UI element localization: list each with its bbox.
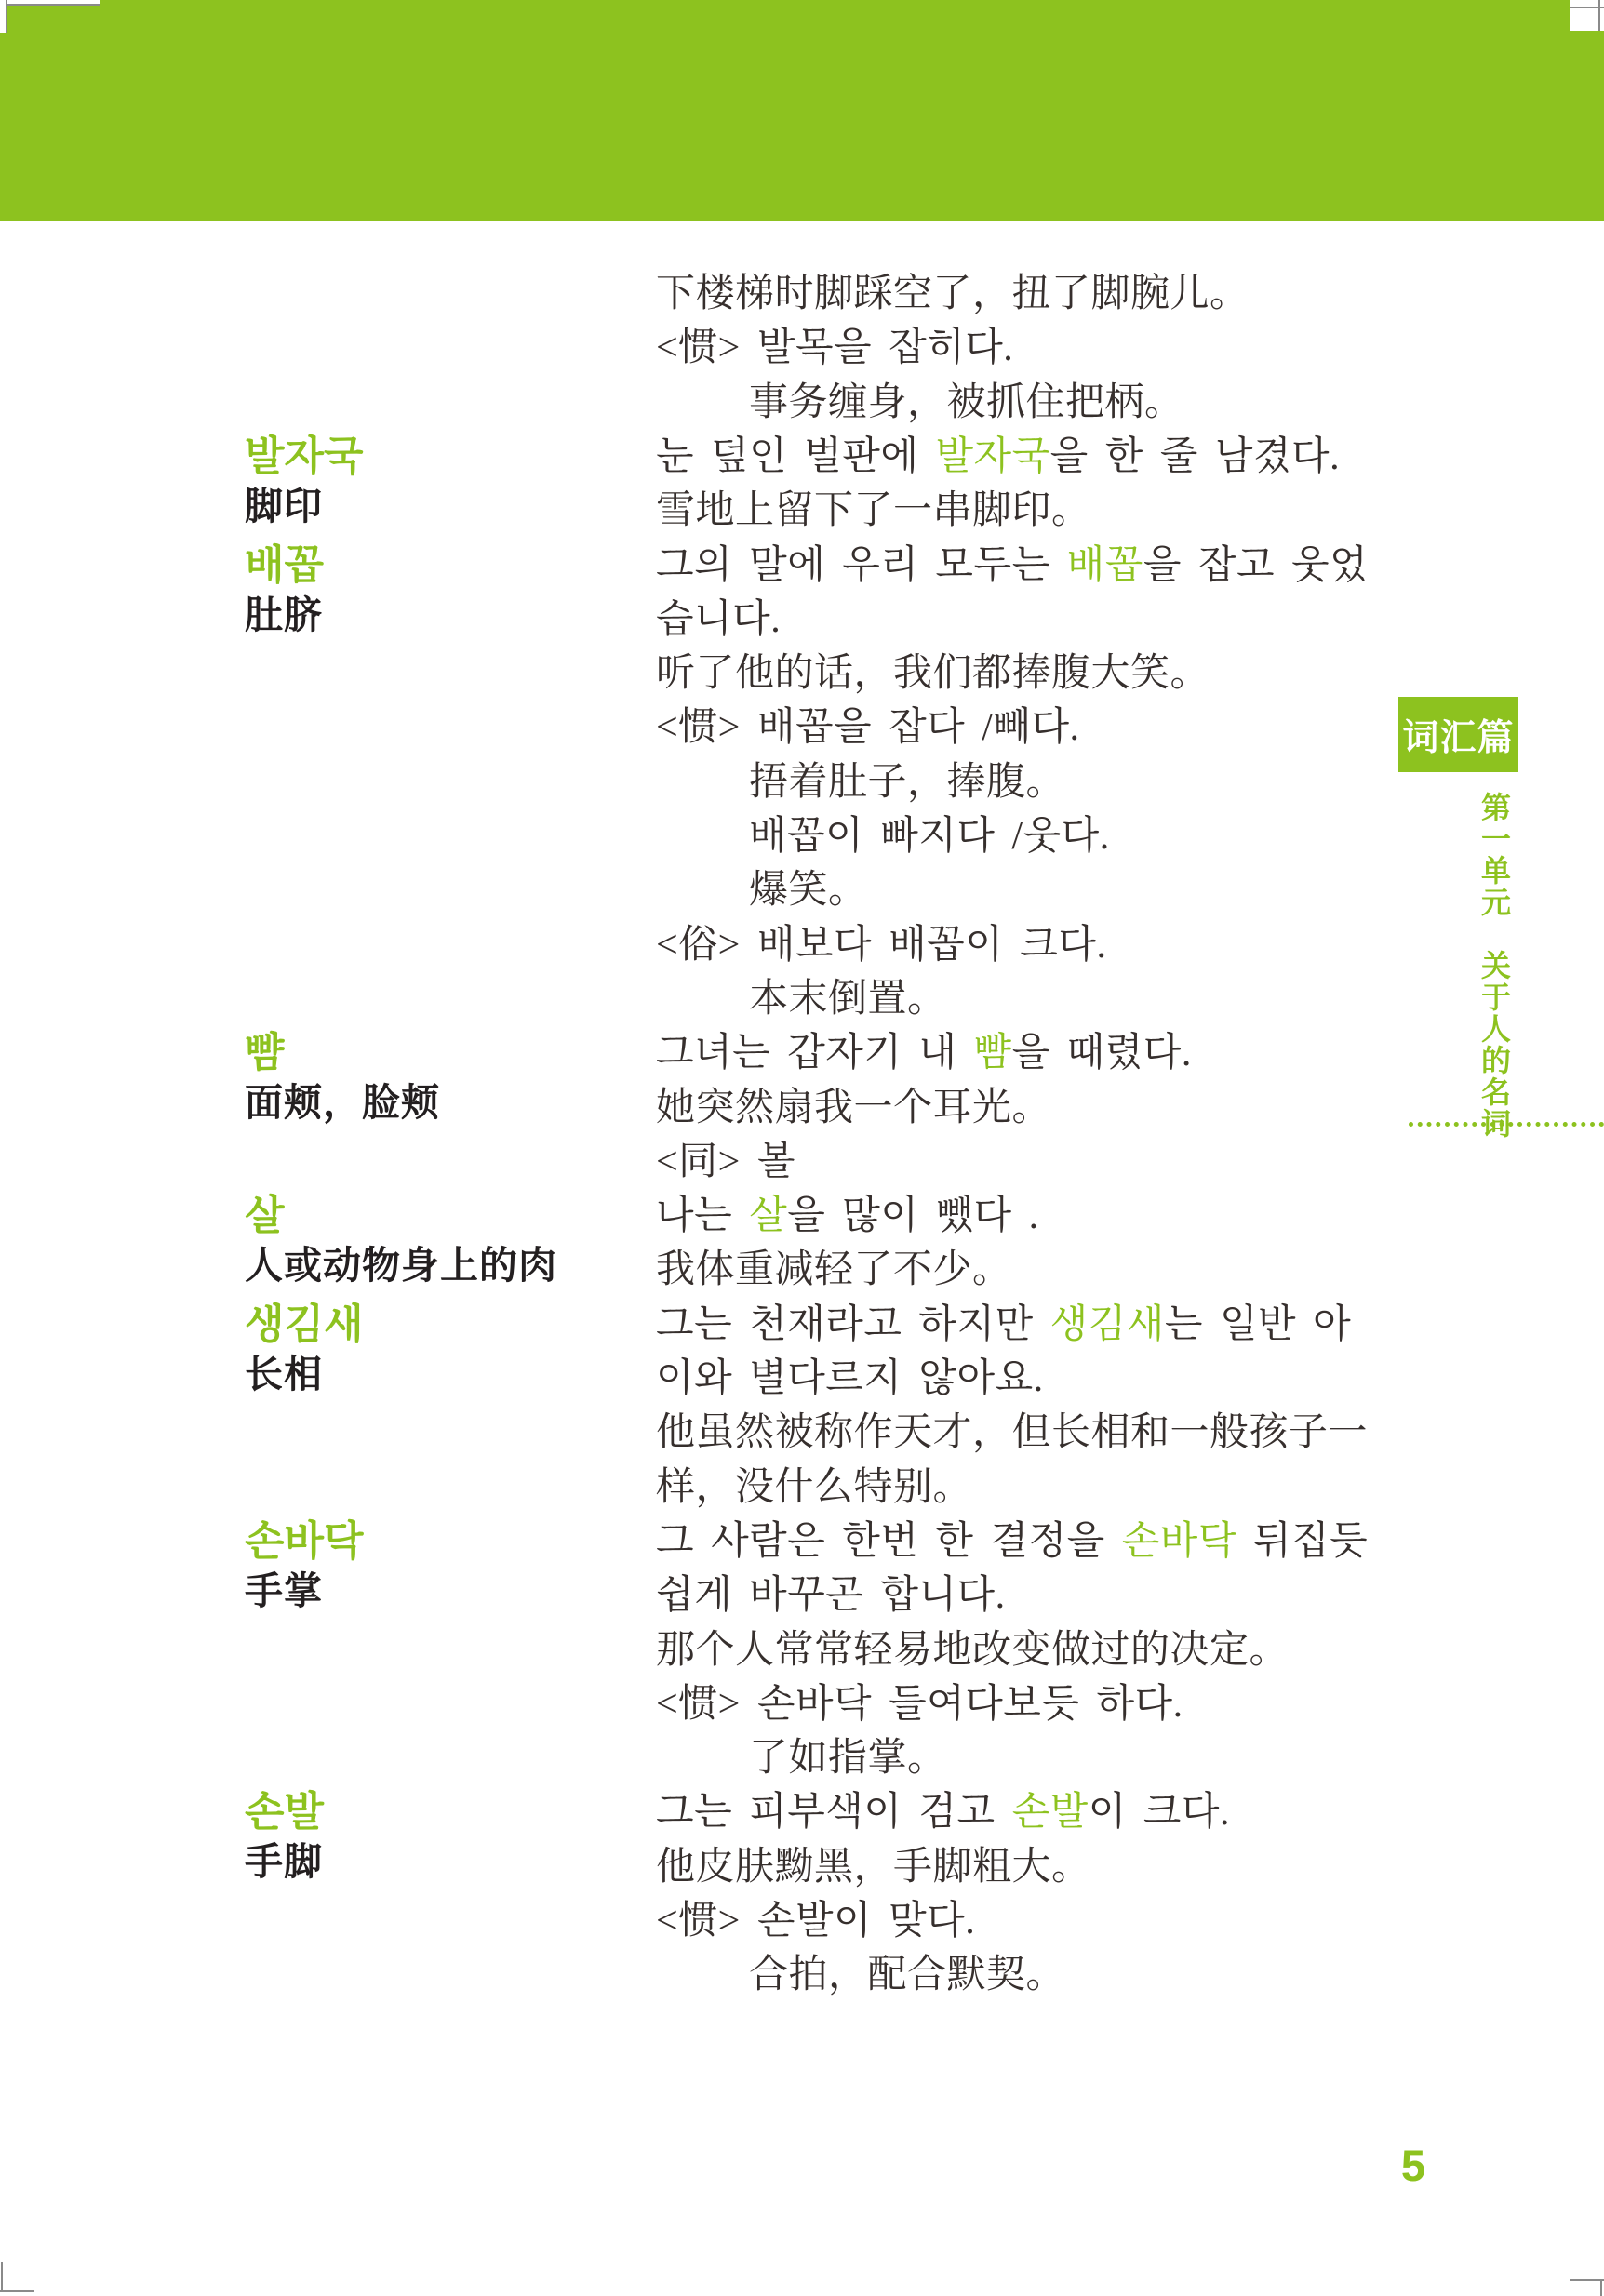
- example-line: [656, 1406, 1368, 1460]
- example-line: [656, 1677, 1183, 1731]
- sentence-text: 을 잡고 웃었: [1143, 543, 1369, 587]
- highlighted-headword-in-sentence: 생김새: [1049, 1302, 1165, 1346]
- example-line: [749, 755, 1065, 809]
- example-line: [656, 1081, 1051, 1135]
- example-line: [656, 539, 1368, 593]
- sentence-text: 배꼽이 빠지다 /웃다.: [749, 815, 1110, 858]
- highlighted-headword-in-sentence: 발자국: [935, 434, 1050, 478]
- sentence-text: <俗> 배보다 배꼽이 크다.: [656, 923, 1107, 967]
- example-line: [656, 1568, 1006, 1622]
- example-line: [656, 1515, 1368, 1568]
- sentence-text: 捂着肚子，捧腹。: [749, 760, 1066, 804]
- headword-korean: 생김새: [245, 1301, 364, 1347]
- sentence-text: 样，没什么特别。: [656, 1465, 973, 1509]
- example-line: [749, 376, 1184, 430]
- sentence-text: <惯> 발목을 잡히다.: [656, 327, 1014, 370]
- sentence-text: 雪地上留下了一串脚印。: [656, 489, 1091, 533]
- example-line: [656, 918, 1106, 972]
- sentence-text: 쉽게 바꾸곤 합니다.: [656, 1574, 1006, 1618]
- example-line: [656, 1026, 1192, 1080]
- sentence-text: 了如指掌。: [749, 1737, 947, 1781]
- headword-gloss-chinese: 面颊，脸颊: [245, 1081, 440, 1125]
- vocabulary-entry: [245, 430, 364, 528]
- sentence-text: 그의 말에 우리 모두는: [656, 543, 1067, 587]
- sentence-text: <惯> 손바닥 들여다보듯 하다.: [656, 1682, 1183, 1726]
- example-line: [656, 593, 781, 647]
- section-tab-label: 词汇篇: [1402, 717, 1515, 758]
- vocabulary-entry: [245, 1515, 364, 1613]
- headword-korean: 살: [245, 1193, 285, 1239]
- example-line: [749, 1731, 947, 1785]
- unit-caption-title: 关于人的名词: [1477, 950, 1511, 1140]
- sentence-text: 事务缠身，被抓住把柄。: [749, 380, 1184, 424]
- unit-caption-number: 第一单元: [1477, 792, 1511, 918]
- headword-korean: 발자국: [245, 433, 364, 479]
- sentence-text: 눈 덮인 벌판에: [656, 434, 936, 478]
- example-line: [656, 321, 1013, 375]
- headword-gloss-chinese: 人或动物身上的肉: [245, 1244, 557, 1288]
- headword-gloss-chinese: 长相: [245, 1352, 323, 1395]
- headword-korean: 뺨: [245, 1030, 285, 1076]
- example-line: [656, 1461, 972, 1515]
- vocabulary-entry: [245, 1189, 557, 1288]
- sentence-text: 이 크다.: [1088, 1791, 1230, 1835]
- example-line: [656, 647, 1210, 701]
- highlighted-headword-in-sentence: 배꼽: [1066, 543, 1143, 587]
- sentence-text: 습니다.: [656, 597, 782, 641]
- sentence-text: 뒤집듯: [1236, 1519, 1369, 1563]
- header-band: [0, 0, 1604, 221]
- sentence-text: 그는 피부색이 검고: [656, 1791, 1012, 1835]
- sentence-text: 을 한 줄 남겼다.: [1049, 434, 1341, 478]
- vocabulary-entry: [245, 1026, 440, 1125]
- sentence-text: 그 사람은 한번 한 결정을: [656, 1519, 1122, 1563]
- sentence-text: 本末倒置。: [749, 977, 947, 1021]
- sentence-text: 他皮肤黝黑，手脚粗大。: [656, 1845, 1091, 1889]
- example-line: [656, 1785, 1230, 1839]
- example-line: [656, 1840, 1091, 1894]
- sentence-text: 合拍，配合默契。: [749, 1954, 1066, 1997]
- sentence-text: 는 일반 아: [1164, 1302, 1352, 1346]
- example-line: [749, 863, 868, 917]
- example-line: [749, 1948, 1065, 2002]
- sentence-text: 听了他的话，我们都捧腹大笑。: [656, 652, 1210, 696]
- sentence-text: 他虽然被称作天才，但长相和一般孩子一: [656, 1411, 1369, 1455]
- headword-korean: 배꼽: [245, 541, 325, 588]
- sentence-text: <惯> 손발이 맞다.: [656, 1900, 976, 1942]
- example-line: [656, 430, 1340, 484]
- example-line: [656, 1894, 975, 1948]
- sentence-text: 그녀는 갑자기 내: [656, 1032, 974, 1075]
- example-line: [656, 1298, 1351, 1352]
- example-line: [656, 1243, 1012, 1297]
- vocabulary-entry: [245, 1298, 364, 1396]
- sentence-text: 那个人常常轻易地改变做过的决定。: [656, 1628, 1290, 1672]
- dotted-divider: [1409, 1122, 1604, 1127]
- sentence-text: <同> 볼: [656, 1140, 795, 1183]
- example-line: [749, 972, 947, 1026]
- sentence-text: 爆笑。: [749, 869, 868, 913]
- headword-gloss-chinese: 脚印: [245, 484, 323, 527]
- sentence-text: 을 많이 뺐다 .: [787, 1195, 1039, 1238]
- example-line: [656, 1189, 1039, 1243]
- sentence-text: 그는 천재라고 하지만: [656, 1302, 1050, 1346]
- example-line: [656, 701, 1080, 754]
- highlighted-headword-in-sentence: 손바닥: [1121, 1519, 1236, 1563]
- sentence-text: 她突然扇我一个耳光。: [656, 1086, 1052, 1129]
- headword-gloss-chinese: 肚脐: [245, 593, 323, 636]
- example-line: [656, 1352, 1044, 1406]
- section-tab: [1398, 697, 1518, 772]
- vocabulary-entry: [245, 539, 324, 637]
- headword-gloss-chinese: 手脚: [245, 1840, 323, 1884]
- sentence-text: 을 때렸다.: [1011, 1032, 1192, 1075]
- sentence-text: <惯> 배꼽을 잡다 /빼다.: [656, 706, 1080, 750]
- sentence-text: 나는: [656, 1195, 750, 1238]
- example-line: [749, 809, 1110, 863]
- headword-korean: 손발: [245, 1789, 325, 1835]
- vocabulary-entry: [245, 1785, 324, 1884]
- sentence-text: 我体重减轻了不少。: [656, 1248, 1012, 1292]
- headword-gloss-chinese: 手掌: [245, 1568, 323, 1612]
- sentence-text: 이와 별다르지 않아요.: [656, 1357, 1044, 1400]
- highlighted-headword-in-sentence: 살: [749, 1195, 788, 1238]
- page-number: 5: [1400, 2141, 1426, 2190]
- sentence-text: 下楼梯时脚踩空了，扭了脚腕儿。: [656, 273, 1250, 315]
- headword-korean: 손바닥: [245, 1517, 364, 1564]
- example-line: [656, 484, 1091, 538]
- highlighted-headword-in-sentence: 뺨: [973, 1032, 1012, 1075]
- unit-caption: [1473, 792, 1516, 1443]
- highlighted-headword-in-sentence: 손발: [1011, 1791, 1089, 1835]
- example-line: [656, 267, 1250, 321]
- example-line: [656, 1135, 795, 1189]
- example-line: [656, 1623, 1289, 1677]
